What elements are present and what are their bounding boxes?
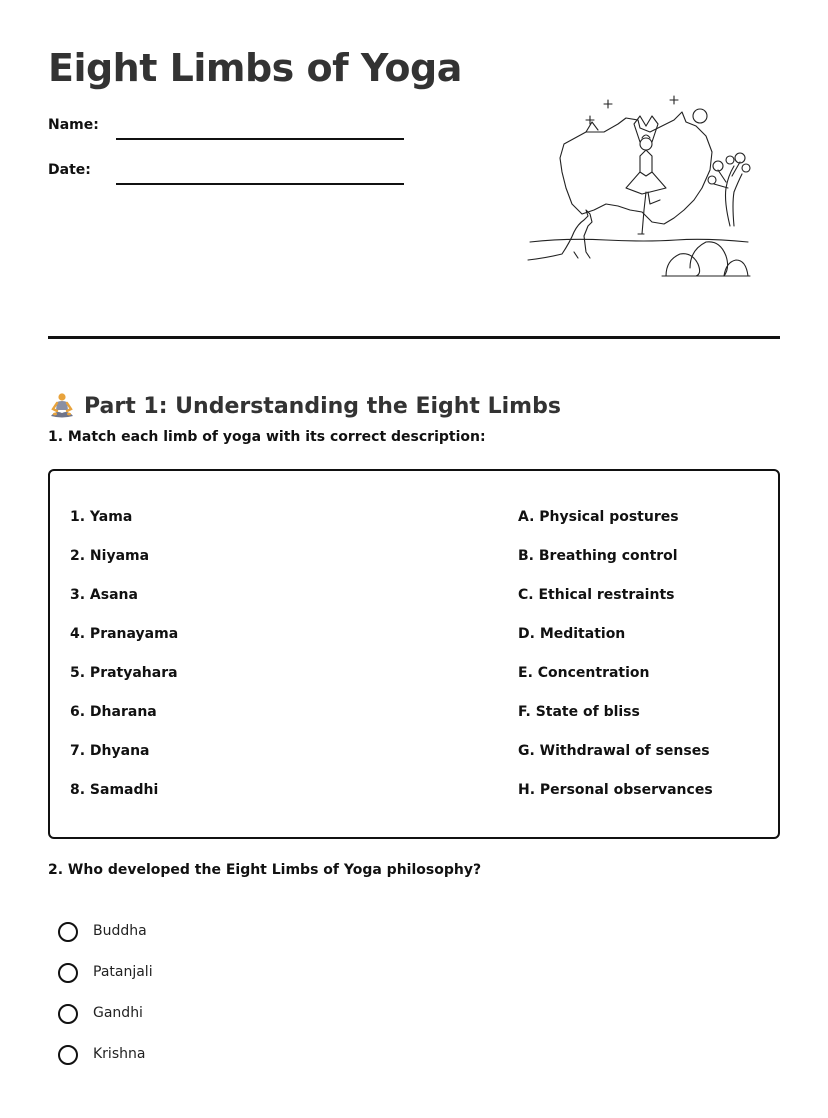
radio-button[interactable]: [58, 963, 78, 983]
option-patanjali[interactable]: [58, 963, 153, 1004]
description-item: H. Personal observances: [518, 782, 713, 798]
date-input-line[interactable]: [116, 183, 404, 185]
option-label: Gandhi: [93, 1005, 143, 1021]
description-item: A. Physical postures: [518, 509, 679, 525]
gum-tree-icon: [708, 153, 750, 226]
limb-item: 8. Samadhi: [70, 782, 159, 798]
part1-heading: [48, 392, 561, 420]
person-in-lotus-position-icon: [48, 392, 76, 420]
limb-item: 2. Niyama: [70, 548, 150, 564]
limb-item: 4. Pranayama: [70, 626, 179, 642]
name-field: [48, 117, 408, 141]
description-item: E. Concentration: [518, 665, 650, 681]
page-title: Eight Limbs of Yoga: [48, 46, 462, 90]
option-label: Buddha: [93, 923, 147, 939]
part1-heading-text: Part 1: Understanding the Eight Limbs: [84, 393, 561, 419]
limb-item: 7. Dhyana: [70, 743, 150, 759]
yoga-tree-pose-illustration: [526, 92, 752, 280]
ground-line: [530, 239, 748, 242]
name-label: Name:: [48, 117, 99, 133]
date-field: [48, 162, 408, 186]
description-item: F. State of bliss: [518, 704, 640, 720]
option-label: Patanjali: [93, 964, 153, 980]
rocks-icon: [662, 242, 750, 276]
matching-box: [48, 469, 780, 839]
description-item: C. Ethical restraints: [518, 587, 675, 603]
radio-button[interactable]: [58, 922, 78, 942]
option-buddha[interactable]: [58, 922, 153, 963]
limb-item: 5. Pratyahara: [70, 665, 178, 681]
question-2-options: [58, 922, 153, 1086]
sun-icon: [693, 109, 707, 123]
description-item: D. Meditation: [518, 626, 626, 642]
option-label: Krishna: [93, 1046, 146, 1062]
option-gandhi[interactable]: [58, 1004, 153, 1045]
radio-button[interactable]: [58, 1004, 78, 1024]
question-1-prompt: 1. Match each limb of yoga with its correct description:: [48, 429, 486, 445]
radio-button[interactable]: [58, 1045, 78, 1065]
kangaroo-icon: [528, 210, 592, 260]
limb-item: 1. Yama: [70, 509, 133, 525]
description-item: B. Breathing control: [518, 548, 678, 564]
name-input-line[interactable]: [116, 138, 404, 140]
section-divider: [48, 336, 780, 339]
description-item: G. Withdrawal of senses: [518, 743, 710, 759]
stars-icon: [586, 96, 678, 124]
date-label: Date:: [48, 162, 91, 178]
limbs-list: [70, 509, 178, 821]
limb-item: 3. Asana: [70, 587, 138, 603]
descriptions-list: [518, 509, 713, 821]
limb-item: 6. Dharana: [70, 704, 157, 720]
question-2-prompt: 2. Who developed the Eight Limbs of Yoga philosophy?: [48, 862, 482, 878]
option-krishna[interactable]: [58, 1045, 153, 1086]
